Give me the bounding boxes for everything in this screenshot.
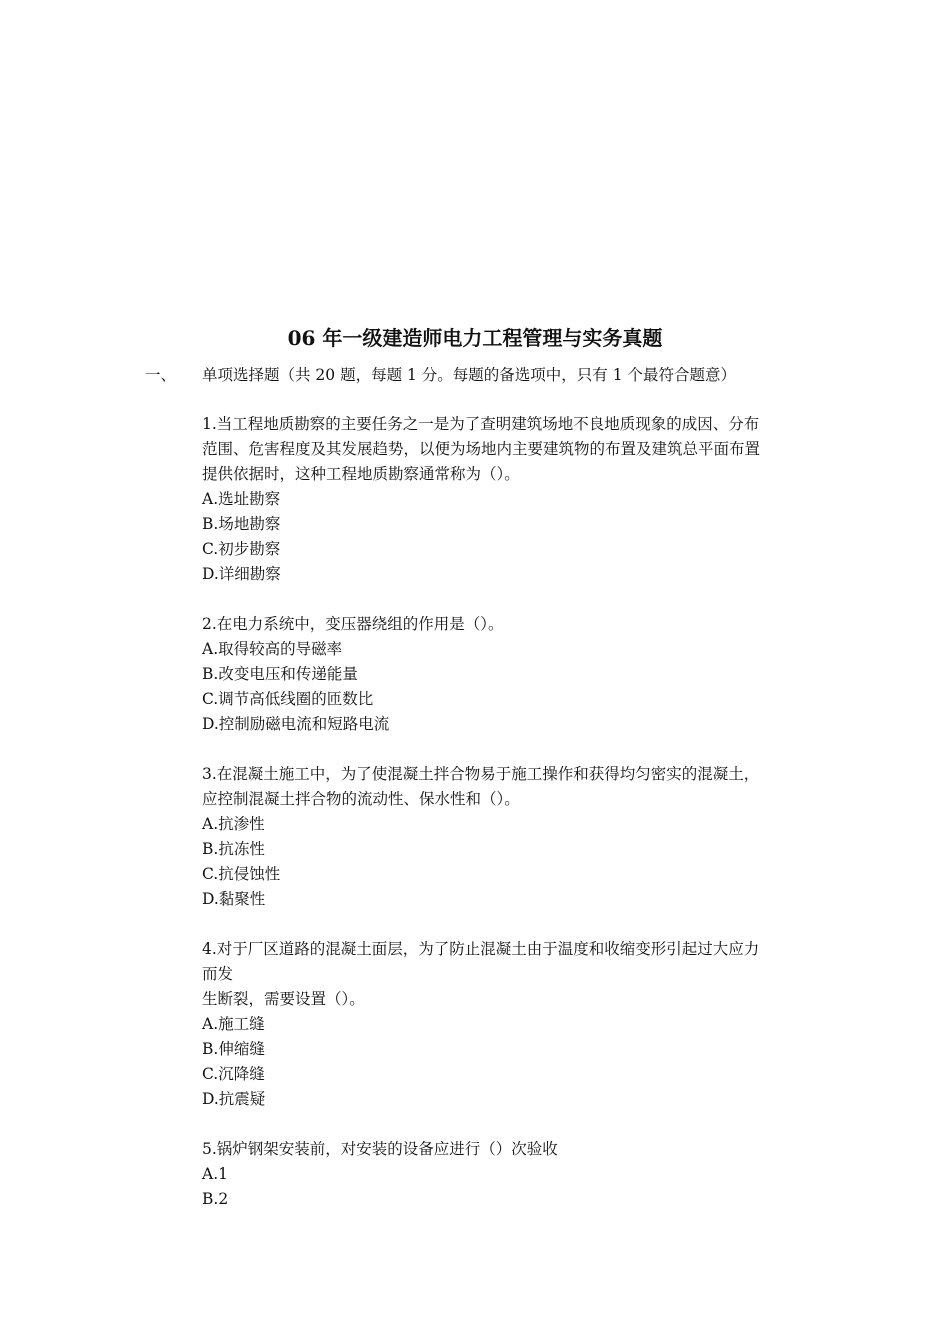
question-stem-line: 应控制混凝土拌合物的流动性、保水性和（）。 [202,790,520,808]
question-option: A.施工缝 [202,1015,265,1033]
question-option: D.抗震疑 [202,1090,266,1108]
question-option: D.控制励磁电流和短路电流 [202,715,390,733]
question-stem-line: 5.锅炉钢架安装前，对安装的设备应进行（）次验收 [202,1140,558,1158]
question-2 [202,612,812,737]
question-stem-line: 范围、危害程度及其发展趋势，以便为场地内主要建筑物的布置及建筑总平面布置 [202,440,761,458]
question-option: C.调节高低线圈的匝数比 [202,690,374,708]
question-option: B.伸缩缝 [202,1040,265,1058]
question-stem-line: 1.当工程地质勘察的主要任务之一是为了查明建筑场地不良地质现象的成因、分布 [202,415,760,433]
question-stem-line: 生断裂，需要设置（）。 [202,990,365,1008]
question-option: C.初步勘察 [202,540,281,558]
question-3 [202,762,812,912]
question-option: B.场地勘察 [202,515,281,533]
question-stem-line: 3.在混凝土施工中，为了使混凝土拌合物易于施工操作和获得均匀密实的混凝土， [202,765,760,783]
question-list [202,412,812,1237]
question-stem-line: 4.对于厂区道路的混凝土面层，为了防止混凝土由于温度和收缩变形引起过大应力 [202,940,760,958]
question-stem-line: 而发 [202,965,234,983]
question-1 [202,412,812,587]
question-option: A.1 [202,1165,228,1183]
question-option: D.详细勘察 [202,565,281,583]
question-option: A.选址勘察 [202,490,281,508]
question-option: C.沉降缝 [202,1065,265,1083]
section-number: 一、 [145,366,177,384]
question-5 [202,1137,812,1212]
question-option: A.取得较高的导磁率 [202,640,343,658]
document-title: 06 年一级建造师电力工程管理与实务真题 [287,326,663,350]
question-option: B.抗冻性 [202,840,265,858]
section-heading: 单项选择题（共 20 题，每题 1 分。每题的备选项中，只有 1 个最符合题意） [202,366,737,384]
question-option: C.抗侵蚀性 [202,865,281,883]
question-option: B.2 [202,1190,229,1208]
question-stem-line: 提供依据时，这种工程地质勘察通常称为（）。 [202,465,520,483]
question-option: D.黏聚性 [202,890,266,908]
question-option: A.抗渗性 [202,815,265,833]
question-option: B.改变电压和传递能量 [202,665,358,683]
question-stem-line: 2.在电力系统中，变压器绕组的作用是（）。 [202,615,504,633]
question-4 [202,937,812,1112]
